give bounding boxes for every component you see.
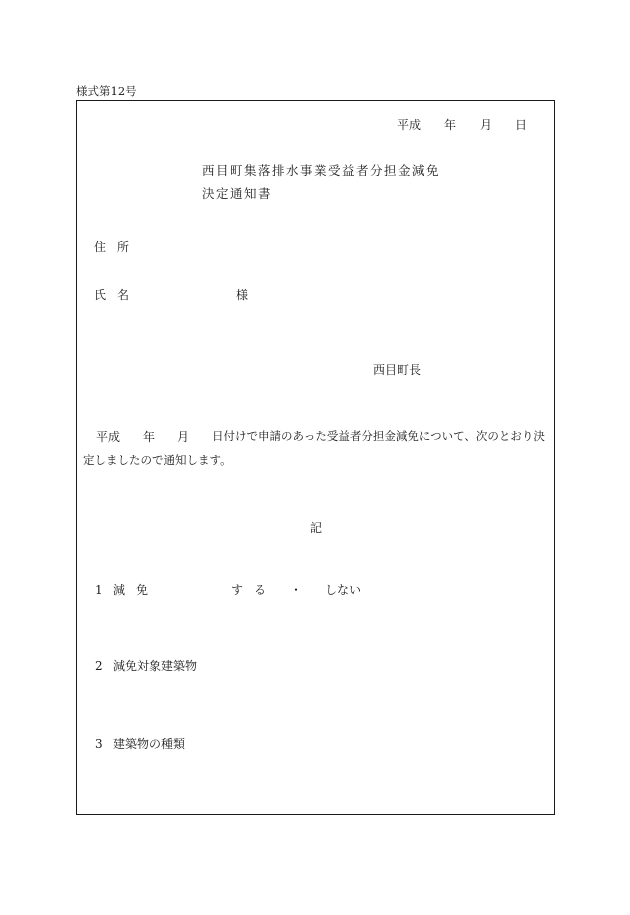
form-number: 様式第12号 xyxy=(76,84,137,98)
name-label-char-2: 名 xyxy=(117,288,130,302)
date-top-day-unit: 日 xyxy=(515,118,528,132)
item-1-label-char-2: 免 xyxy=(136,583,149,597)
date-top-year-unit: 年 xyxy=(444,118,457,132)
address-label-char-2: 所 xyxy=(117,240,130,254)
date-top-month-unit: 月 xyxy=(480,118,493,132)
body-sentence-line-2: 定しましたので通知します。 xyxy=(83,453,232,467)
document-title-line-2: 決定通知書 xyxy=(202,186,273,201)
name-label-char-1: 氏 xyxy=(94,288,107,302)
body-year-unit: 年 xyxy=(143,430,156,444)
item-3-number: 3 xyxy=(95,737,103,751)
option-suru-char-1: す xyxy=(231,583,244,597)
address-label-char-1: 住 xyxy=(94,240,107,254)
body-month-unit: 月 xyxy=(177,430,190,444)
option-shinai: しない xyxy=(325,583,362,597)
option-separator: ・ xyxy=(290,583,303,597)
item-2-label: 減免対象建築物 xyxy=(113,659,198,673)
honorific-sama: 様 xyxy=(236,288,249,302)
ki-heading: 記 xyxy=(310,521,323,535)
body-era: 平成 xyxy=(96,430,121,444)
document-title-line-1: 西目町集落排水事業受益者分担金減免 xyxy=(202,163,441,178)
issuer-name: 西目町長 xyxy=(373,363,422,377)
item-1-number: 1 xyxy=(95,583,103,597)
item-1-label-char-1: 減 xyxy=(113,583,126,597)
body-sentence-line-1: 日付けで申請のあった受益者分担金減免について、次のとおり決 xyxy=(212,429,545,443)
option-suru-char-2: る xyxy=(254,583,267,597)
item-3-label: 建築物の種類 xyxy=(113,737,186,751)
date-top-era: 平成 xyxy=(397,118,422,132)
item-2-number: 2 xyxy=(95,659,103,673)
